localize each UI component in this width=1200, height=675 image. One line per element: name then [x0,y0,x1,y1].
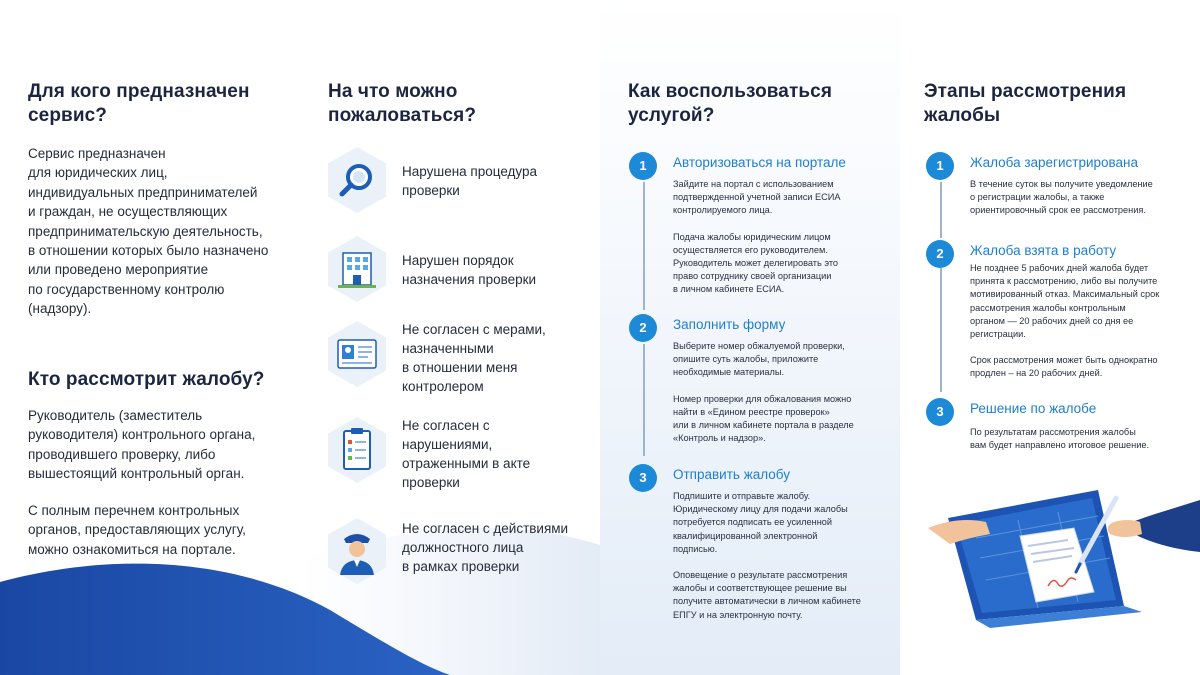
step-text-line: «Контроль и надзор». [673,433,766,444]
reason-item [326,416,596,496]
heading-line: Для кого предназначен [28,81,250,102]
portal-note-text [28,501,290,559]
text-line: можно ознакомиться на портале. [28,541,236,557]
review-step [926,398,1192,458]
text-line: руководителя) контрольного органа, [28,427,256,443]
step-title: Жалоба зарегистрирована [970,155,1139,170]
step-text-line: принята к рассмотрению, либо вы получите [970,276,1158,287]
reason-label-line: Нарушена процедура [402,164,538,179]
reason-label-line: назначенными [402,341,494,356]
step-text-line: о регистрации жалобы, а также [970,192,1105,203]
reason-label-line: нарушениями, [402,437,493,452]
step-text-line: Выберите номер обжалуемой проверки, [673,341,845,351]
step-title: Решение по жалобе [970,401,1097,416]
reason-label-line: Нарушен порядок [402,253,514,268]
heading-line: услугой? [628,105,715,126]
reason-label-line: в отношении меня [402,360,518,375]
step-text-line: Срок рассмотрения может быть однократно [970,355,1158,366]
heading-who-reviews: Кто рассмотрит жалобу? [28,369,265,390]
building-icon [326,235,388,303]
reason-item [326,146,596,226]
column-complaint-reasons [300,0,600,675]
step-title: Жалоба взята в работу [970,243,1117,258]
step-text-line: осуществляется его руководителем. [673,244,828,255]
step-text-line: в личном кабинете ЕСИА. [673,284,785,295]
step-text-line: Зайдите на портал с использованием [673,179,834,189]
step-text-line: Юридическому лицу для подачи жалобы [673,504,848,515]
step-text-line: опишите суть жалобы, приложите [673,354,819,365]
heading-complaint-reasons [328,80,578,128]
heading-how-to-use [628,80,878,128]
step-text-line: право сотруднику своей организации [673,271,832,282]
column-who-for [0,0,300,675]
step-text [970,262,1159,381]
step-text-line: ЕПГУ и на электронную почту. [673,609,803,620]
how-step [629,464,889,634]
who-for-text [28,144,290,319]
column-review-stages [900,0,1200,675]
step-text-line: Номер проверки для обжалования можно [673,393,852,404]
laptop-signing-illustration [928,488,1200,638]
step-text-line: По результатам рассмотрения жалобы [970,427,1136,437]
heading-who-for [28,80,288,128]
step-text-line: Подпишите и отправьте жалобу. [673,491,811,501]
step-text-line: органом — 20 рабочих дней со дня ее [970,315,1134,326]
step-text-line: мотивированный отказ. Максимальный срок [970,289,1160,300]
step-text-line: подписью. [673,543,718,554]
step-text [970,178,1153,218]
text-line: в отношении которых было назначено [28,243,269,259]
text-line: предпринимательскую деятельность, [28,223,263,239]
text-line: Руководитель (заместитель [28,408,203,423]
step-number-badge: 2 [926,240,954,268]
step-text-line: или в личном кабинете портала в разделе [673,420,854,431]
step-text-line: получите автоматически в личном кабинете [673,596,861,607]
step-text-line: рассмотрения жалобы контрольным [970,302,1126,313]
heading-line: На что можно [328,81,458,102]
text-line: вышестоящий контрольный орган. [28,466,245,482]
step-text [673,340,854,445]
reason-item [326,320,596,400]
step-text-line: необходимые материалы. [673,367,785,378]
reason-label-line: назначения проверки [402,272,537,287]
step-text-line: контролируемого лица. [673,205,773,216]
id-card-icon [326,320,388,388]
reason-label-line: должностного лица [402,540,524,555]
heading-review-stages [924,80,1174,128]
step-text-line: жалобы и соответствующее решение вы [673,583,847,594]
text-line: проводившего проверку, либо [28,446,216,462]
heading-line: пожаловаться? [328,105,477,126]
step-text-line: Оповещение о результате рассмотрения [673,570,848,581]
reason-label-line: Не согласен с [402,418,490,433]
step-text-line: В течение суток вы получите уведомление [970,179,1153,189]
reason-item [326,517,596,597]
reason-label-line: проверки [402,183,460,198]
step-text-line: ориентировочный срок ее рассмотрения. [970,205,1146,216]
who-reviews-text [28,406,290,484]
reason-label-line: Не согласен с мерами, [402,322,546,337]
step-title: Заполнить форму [673,317,786,332]
step-number-badge: 1 [926,152,954,180]
review-step [926,240,1192,380]
step-title: Отправить жалобу [673,467,790,482]
magnifier-icon [326,146,388,214]
step-number-badge: 1 [629,152,657,180]
heading-line: Этапы рассмотрения [924,81,1127,102]
clipboard-icon [326,416,388,484]
step-text-line: продлен – на 20 рабочих дней. [970,368,1103,379]
step-text-line: квалифицированной электронной [673,530,818,541]
step-text-line: найти в «Едином реестре проверок» [673,406,830,417]
step-text-line: подтвержденной учетной записи ЕСИА [673,192,841,203]
review-step [926,152,1192,222]
step-text-line: Не позднее 5 рабочих дней жалоба будет [970,263,1149,273]
officer-icon [326,517,388,585]
text-line: или проведено мероприятие [28,262,209,278]
step-text-line: вам будет направлено итоговое решение. [970,440,1150,451]
reason-label-line: Не согласен с действиями [402,521,569,536]
step-text-line: Подача жалобы юридическим лицом [673,231,831,242]
reason-label-line: проверки [402,475,460,490]
step-number-badge: 3 [629,464,657,492]
column-how-to-use [600,0,900,675]
text-line: индивидуальных предпринимателей [28,184,258,200]
step-text [673,490,861,622]
reason-item [326,235,596,315]
step-text-line: потребуется подписать ее усиленной [673,517,833,528]
step-text-line: Руководитель может делегировать это [673,258,839,269]
step-title: Авторизоваться на портале [673,155,846,170]
heading-line: жалобы [924,105,1001,126]
text-line: Сервис предназначен [28,146,166,161]
reason-label-line: отраженными в акте [402,456,531,471]
step-text [673,178,840,297]
reason-label-line: в рамках проверки [402,559,520,574]
heading-line: сервис? [28,105,107,126]
reason-label-line: контролером [402,379,484,394]
step-text-line: регистрации. [970,329,1026,340]
step-number-badge: 3 [926,398,954,426]
step-number-badge: 2 [629,314,657,342]
text-line: (надзору). [28,301,92,317]
step-text [970,426,1149,452]
text-line: С полным перечнем контрольных [28,503,240,518]
heading-line: Как воспользоваться [628,81,833,102]
text-line: для юридических лиц, [28,165,168,181]
how-step [629,152,889,302]
text-line: по государственному контролю [28,281,225,297]
text-line: органов, предоставляющих услугу, [28,522,246,538]
text-line: и граждан, не осуществляющих [28,204,228,220]
how-step [629,314,889,454]
